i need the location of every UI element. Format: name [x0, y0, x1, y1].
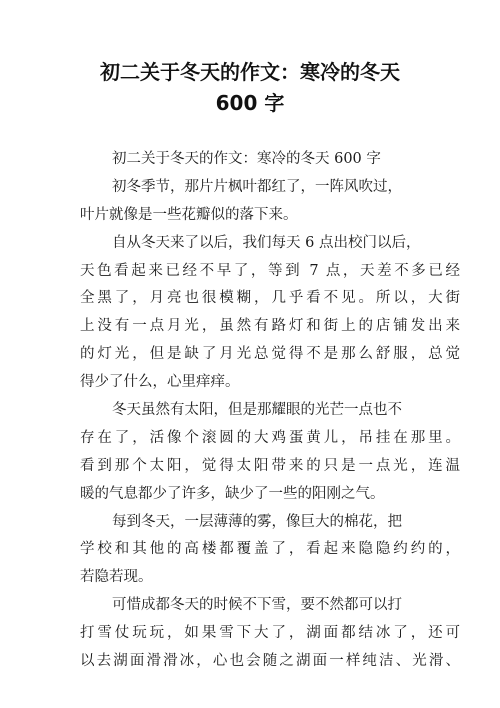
- essay-body: [80, 146, 460, 676]
- document-title-continued: 600 字: [215, 91, 285, 115]
- paragraph-line: 看到那个太阳，觉得太阳带来的只是一点光，连温: [80, 457, 460, 474]
- paragraph-line: 可惜成都冬天的时候不下雪，要不然都可以打: [112, 597, 402, 614]
- paragraph-line: 天色看起来已经不早了，等到 7 点，天差不多已经: [80, 262, 460, 279]
- intro-line: 初二关于冬天的作文：寒冷的冬天 600 字: [112, 151, 381, 167]
- paragraph-line: 上没有一点月光，虽然有路灯和街上的店铺发出来: [80, 318, 460, 335]
- paragraph-line: 初冬季节，那片片枫叶都红了，一阵风吹过，: [112, 178, 402, 195]
- paragraph-line: 以去湖面滑滑冰，心也会随之湖面一样纯洁、光滑、: [80, 653, 460, 670]
- paragraph-line: 若隐若现。: [80, 569, 153, 586]
- paragraph-line: 冬天虽然有太阳，但是那耀眼的光芒一点也不: [112, 402, 402, 419]
- paragraph-line: 的灯光，但是缺了月光总觉得不是那么舒服，总觉: [80, 346, 460, 363]
- paragraph-line: 叶片就像是一些花瓣似的落下来。: [80, 206, 298, 223]
- paragraph-line: 全黑了，月亮也很模糊，几乎看不见。所以，大街: [80, 290, 460, 307]
- paragraph-line: 得少了什么，心里痒痒。: [80, 374, 240, 391]
- paragraph-line: 每到冬天，一层薄薄的雾，像巨大的棉花，把: [112, 513, 402, 530]
- paragraph-line: 自从冬天来了以后，我们每天 6 点出校门以后，: [112, 234, 421, 251]
- paragraph-line: 学校和其他的高楼都覆盖了，看起来隐隐约约的，: [80, 541, 460, 558]
- paragraph-line: 打雪仗玩玩，如果雪下大了，湖面都结冰了，还可: [80, 625, 460, 642]
- paragraph-line: 存在了，活像个滚圆的大鸡蛋黄儿，吊挂在那里。: [80, 429, 460, 446]
- paragraph-line: 暖的气息都少了许多，缺少了一些的阳刚之气。: [80, 485, 385, 502]
- document-title: 初二关于冬天的作文：寒冷的冬天: [100, 60, 400, 84]
